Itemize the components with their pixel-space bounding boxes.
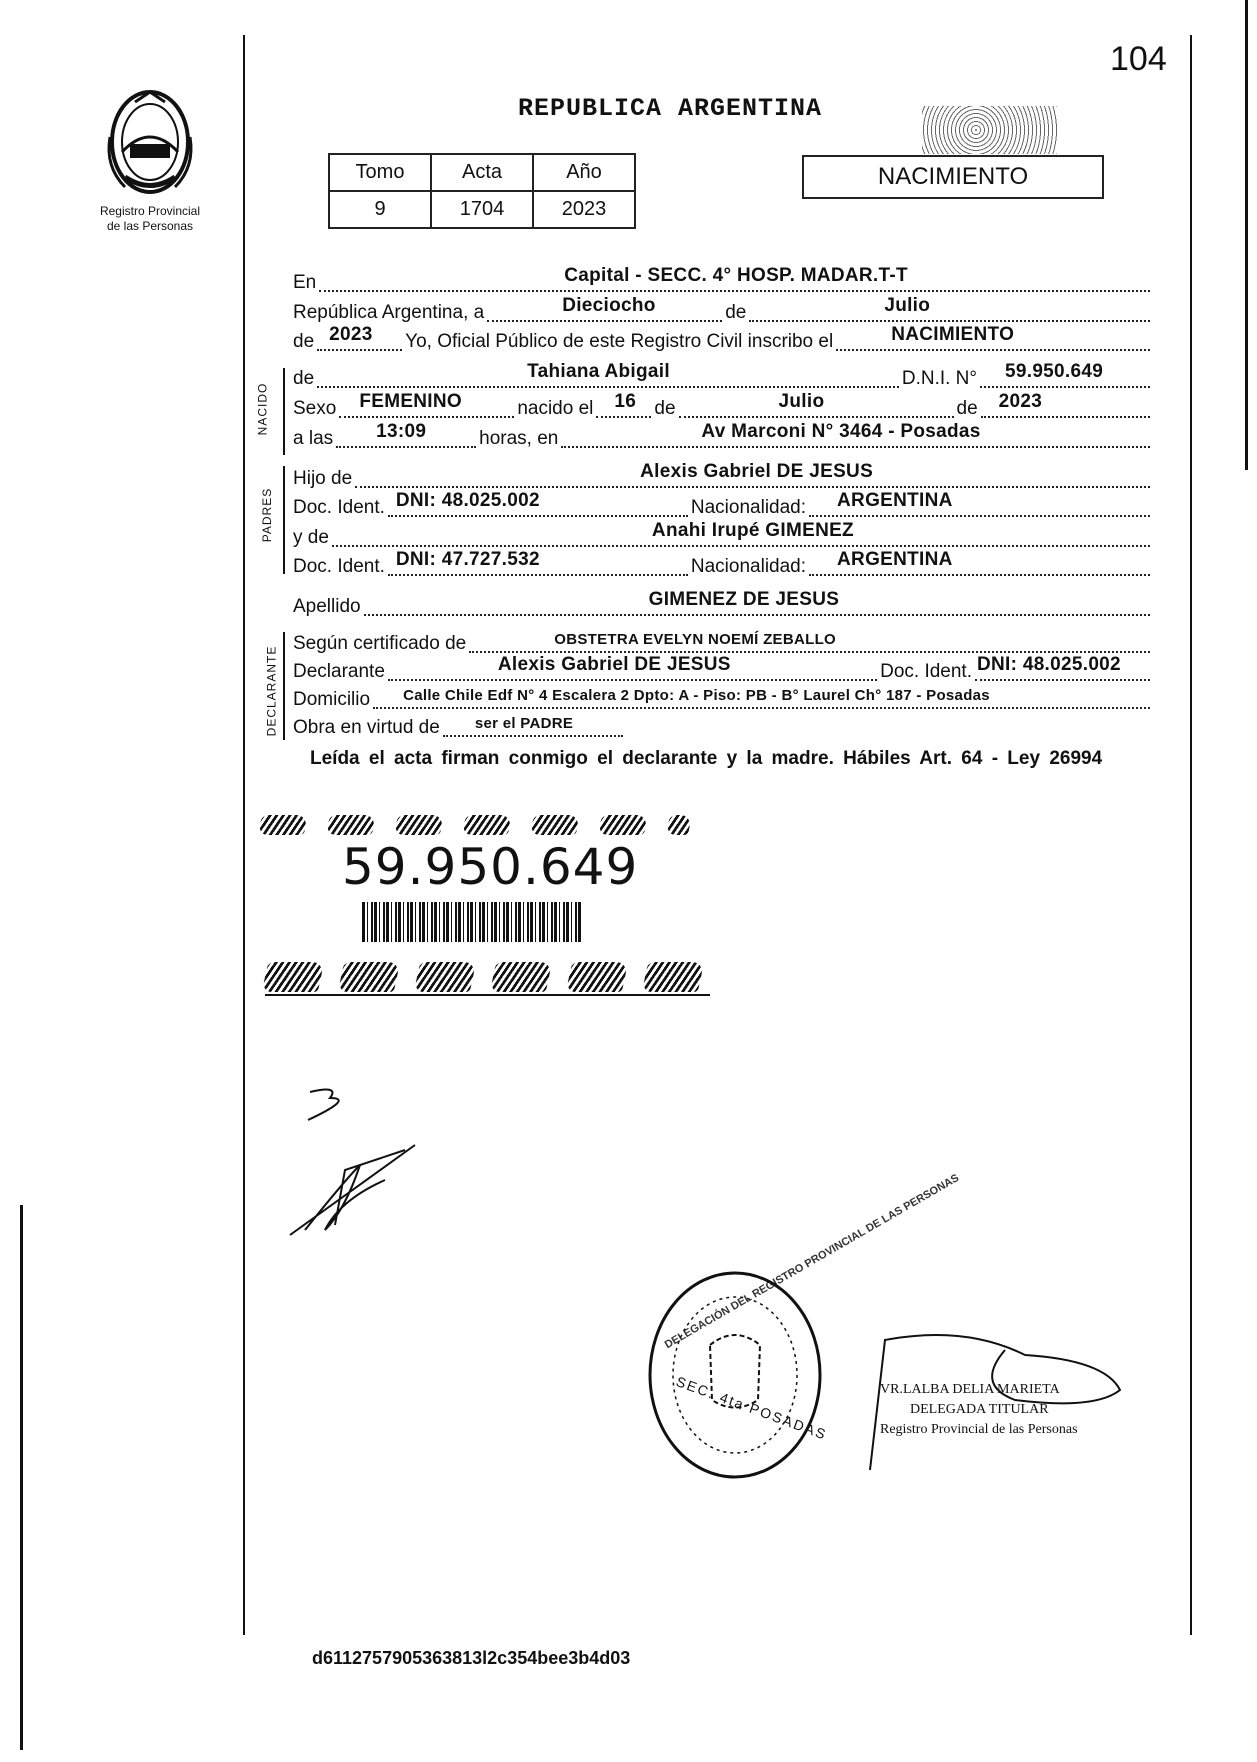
left-margin-rule bbox=[243, 35, 245, 1635]
mother-doc-label: Doc. Ident. bbox=[293, 556, 385, 577]
dni-large-number: 59.950.649 bbox=[342, 838, 639, 896]
father-nationality-value: ARGENTINA bbox=[837, 490, 953, 511]
certificate-value: OBSTETRA EVELYN NOEMÍ ZEBALLO bbox=[554, 631, 837, 648]
table-header-cell: Tomo bbox=[329, 154, 431, 191]
official-registry: Registro Provincial de las Personas bbox=[880, 1422, 1078, 1437]
record-type-box bbox=[802, 155, 1104, 199]
ornament-icon bbox=[394, 815, 444, 835]
child-dni-value: 59.950.649 bbox=[1005, 361, 1104, 382]
ornament-icon bbox=[566, 962, 628, 992]
child-name-value: Tahiana Abigail bbox=[527, 361, 670, 382]
birth-day-value: 16 bbox=[614, 391, 637, 412]
row-obra bbox=[293, 711, 1153, 741]
registry-logo bbox=[100, 82, 200, 202]
security-seal bbox=[922, 106, 1057, 154]
declarante-value: Alexis Gabriel DE JESUS bbox=[497, 654, 731, 675]
ornament-icon bbox=[414, 962, 476, 992]
ornament-icon bbox=[338, 962, 400, 992]
page-title: REPUBLICA ARGENTINA bbox=[518, 94, 823, 123]
ornament-icon bbox=[642, 962, 704, 992]
birth-place-value: Av Marconi N° 3464 - Posadas bbox=[701, 421, 981, 442]
row-year bbox=[293, 325, 1153, 355]
tomo-value: 9 bbox=[329, 191, 431, 228]
act-type-value: NACIMIENTO bbox=[891, 324, 1015, 345]
security-ornaments-bottom bbox=[265, 962, 701, 992]
ornament-icon bbox=[490, 962, 552, 992]
nacido-el-label: nacido el bbox=[517, 398, 594, 419]
ornament-icon bbox=[598, 815, 648, 835]
stamp-inner-text: SEC. 4ta POSADAS bbox=[674, 1373, 830, 1443]
day-value: Dieciocho bbox=[562, 295, 656, 316]
de-name-label: de bbox=[293, 368, 315, 389]
domicilio-value: Calle Chile Edf N° 4 Escalera 2 Dpto: A - Piso: PB - B° Laurel Ch° 187 - Posadas bbox=[403, 687, 990, 704]
document-hash: d6112757905363813l2c354bee3b4d03 bbox=[312, 1648, 631, 1668]
de-year-label: de bbox=[293, 331, 315, 352]
declarante-side-label: DECLARANTE bbox=[264, 645, 279, 737]
domicilio-label: Domicilio bbox=[293, 689, 371, 710]
right-edge-bar bbox=[1245, 0, 1248, 470]
ornament-underline bbox=[265, 994, 710, 996]
table-row bbox=[329, 191, 635, 228]
declarante-doc-label: Doc. Ident. bbox=[880, 661, 972, 682]
declarante-label: Declarante bbox=[293, 661, 385, 682]
father-name-value: Alexis Gabriel DE JESUS bbox=[640, 461, 874, 482]
ornament-icon bbox=[666, 815, 692, 835]
signature-1 bbox=[285, 1140, 425, 1240]
horas-label: horas, en bbox=[479, 428, 559, 449]
yo-label: Yo, Oficial Público de este Registro Civil inscribo el bbox=[405, 331, 834, 352]
official-name: VR.LALBA DELIA MARIETA bbox=[880, 1382, 1060, 1397]
month-value: Julio bbox=[884, 295, 931, 316]
location-value: Capital - SECC. 4° HOSP. MADAR.T-T bbox=[564, 265, 908, 286]
de-year2-label: de bbox=[956, 398, 978, 419]
apellido-label: Apellido bbox=[293, 596, 361, 617]
obra-label: Obra en virtud de bbox=[293, 717, 440, 738]
de-month-label: de bbox=[654, 398, 676, 419]
ornament-icon bbox=[262, 962, 324, 992]
official-signature-block bbox=[880, 1380, 1078, 1440]
table-header-row bbox=[329, 154, 635, 191]
a-las-label: a las bbox=[293, 428, 334, 449]
father-doc-value: DNI: 48.025.002 bbox=[395, 490, 540, 511]
mother-nationality-value: ARGENTINA bbox=[837, 549, 953, 570]
ornament-icon bbox=[258, 815, 308, 835]
table-header-cell: Acta bbox=[431, 154, 533, 191]
padres-side-label: PADRES bbox=[260, 487, 275, 543]
de-label: de bbox=[725, 302, 747, 323]
nacido-side-label: NACIDO bbox=[255, 382, 270, 436]
registry-name bbox=[80, 204, 220, 234]
nacido-section-rule bbox=[283, 368, 285, 455]
sexo-label: Sexo bbox=[293, 398, 337, 419]
hijo-de-label: Hijo de bbox=[293, 468, 353, 489]
security-ornaments-top bbox=[260, 815, 690, 835]
row-time bbox=[293, 422, 1153, 452]
ornament-icon bbox=[462, 815, 512, 835]
mother-doc-value: DNI: 47.727.532 bbox=[395, 549, 540, 570]
closing-text: Leída el acta firman conmigo el declarante y la madre. Hábiles Art. 64 - Ley 26994 bbox=[310, 748, 1103, 769]
right-margin-rule bbox=[1190, 35, 1192, 1635]
en-label: En bbox=[293, 272, 317, 293]
ano-value: 2023 bbox=[533, 191, 635, 228]
registry-name-line2: de las Personas bbox=[106, 219, 194, 233]
official-title: DELEGADA TITULAR bbox=[910, 1402, 1049, 1417]
republica-label: República Argentina, a bbox=[293, 302, 485, 323]
birth-year-value: 2023 bbox=[998, 391, 1043, 412]
record-type-label: NACIMIENTO bbox=[877, 163, 1029, 190]
table-header-cell: Año bbox=[533, 154, 635, 191]
obra-value: ser el PADRE bbox=[474, 715, 574, 732]
mother-name-value: Anahi Irupé GIMENEZ bbox=[651, 520, 854, 541]
row-apellido bbox=[293, 590, 1153, 620]
year-value: 2023 bbox=[329, 324, 373, 345]
ornament-icon bbox=[530, 815, 580, 835]
page-number: 104 bbox=[1110, 40, 1167, 78]
birth-time-value: 13:09 bbox=[376, 421, 427, 442]
dni-label: D.N.I. N° bbox=[901, 368, 977, 389]
stamp-outer-text: DELEGACIÓN DEL REGISTRO PROVINCIAL DE LAS PERSONAS bbox=[662, 1172, 962, 1352]
coat-of-arms-icon bbox=[100, 82, 200, 202]
ornament-icon bbox=[326, 815, 376, 835]
y-de-label: y de bbox=[293, 527, 329, 548]
father-nationality-label: Nacionalidad: bbox=[690, 497, 807, 518]
apellido-value: GIMENEZ DE JESUS bbox=[648, 589, 840, 610]
left-edge-bar bbox=[20, 1205, 23, 1750]
barcode bbox=[362, 902, 582, 942]
segun-label: Según certificado de bbox=[293, 633, 467, 654]
declarante-doc-value: DNI: 48.025.002 bbox=[977, 654, 1121, 675]
registry-name-line1: Registro Provincial bbox=[99, 204, 201, 218]
declarante-section-rule bbox=[283, 632, 285, 740]
handwritten-mark bbox=[300, 1080, 380, 1125]
birth-month-value: Julio bbox=[778, 391, 825, 412]
row-mother-doc bbox=[293, 550, 1153, 580]
row-domicilio bbox=[293, 683, 1153, 713]
padres-section-rule bbox=[283, 466, 285, 574]
sexo-value: FEMENINO bbox=[359, 391, 462, 412]
record-reference-table bbox=[328, 153, 636, 229]
acta-value: 1704 bbox=[431, 191, 533, 228]
mother-nationality-label: Nacionalidad: bbox=[690, 556, 807, 577]
father-doc-label: Doc. Ident. bbox=[293, 497, 385, 518]
